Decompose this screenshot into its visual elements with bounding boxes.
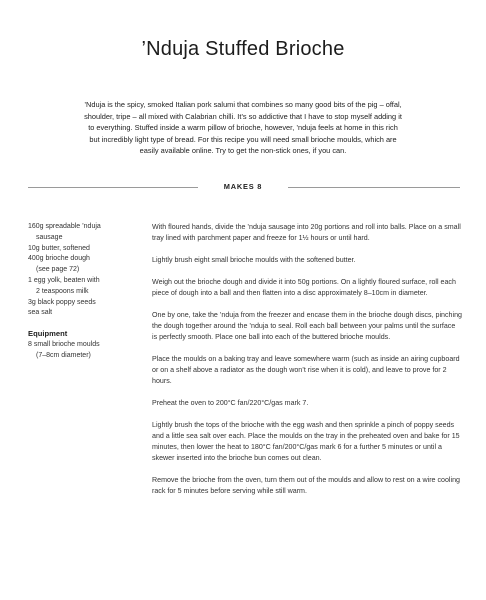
equipment-list bbox=[28, 340, 138, 362]
equipment-line: (7–8cm diameter) bbox=[36, 351, 91, 359]
servings-label: MAKES 8 bbox=[223, 182, 263, 191]
method-step: Place the moulds on a baking tray and leave somewhere warm (such as inside an airing cupboard or on a shelf above a radiator as the dough won’t rise when it is cold), and leave to prove for 2 hours. bbox=[152, 355, 460, 385]
method-step: Weigh out the brioche dough and divide it into 50g portions. On a lightly floured surface, roll each piece of dough into a ball and then flatten into a disc approximately 8–10cm in diameter. bbox=[152, 278, 456, 297]
recipe-intro: ’Nduja is the spicy, smoked Italian pork salumi that combines so many good bits of the pig – offal, shoulder, tripe – all mixed with Calabrian chilli. It’s so addictive that I have to stop myself adding it to everything. Stuffed inside a warm pillow of brioche, however, ’nduja feels at home in this rich but incredibly light type of bread. For this recipe you will need small brioche moulds, which are easily available online. Try to get the non-stick ones, if you can. bbox=[84, 100, 402, 156]
ingredient-line: sea salt bbox=[28, 309, 53, 317]
method-step: Lightly brush the tops of the brioche with the egg wash and then sprinkle a pinch of poppy seeds and a little sea salt over each. Place the moulds on the tray in the preheated oven and bake for 15 minutes, then lower the heat to 180°C fan/200°C/gas mark 6 for a further 5 minutes or until a skewer inserted into the brioche bun comes out clean. bbox=[152, 421, 460, 462]
ingredient-line: (see page 72) bbox=[36, 266, 80, 274]
ingredient-list bbox=[28, 222, 138, 319]
method-step: Preheat the oven to 200°C fan/220°C/gas mark 7. bbox=[152, 399, 309, 407]
ingredient-line: 2 teaspoons milk bbox=[36, 287, 89, 295]
ingredient-line: 160g spreadable ’nduja bbox=[28, 223, 101, 230]
divider-right bbox=[288, 187, 460, 188]
method-step: One by one, take the ’nduja from the freezer and encase them in the brioche dough discs, pinching the dough together around the ’nduja to seal. Roll each ball between your palms until the surface is perfectly smooth. Place one ball into each of the buttered brioche moulds. bbox=[152, 311, 462, 341]
ingredient-line: 1 egg yolk, beaten with bbox=[28, 276, 100, 284]
recipe-title: ’Nduja Stuffed Brioche bbox=[141, 38, 345, 60]
method-step: Lightly brush eight small brioche moulds with the softened butter. bbox=[152, 256, 356, 264]
divider-left bbox=[28, 187, 198, 188]
method-step: With floured hands, divide the ’nduja sausage into 20g portions and roll into balls. Place on a small tray lined with parchment paper and freeze for 1½ hours or until hard. bbox=[152, 223, 461, 242]
method-step: Remove the brioche from the oven, turn them out of the moulds and allow to rest on a wire cooling rack for 5 minutes before serving while still warm. bbox=[152, 476, 460, 495]
ingredient-line: 10g butter, softened bbox=[28, 244, 90, 252]
equipment-line: 8 small brioche moulds bbox=[28, 340, 100, 348]
ingredient-line: 400g brioche dough bbox=[28, 255, 90, 263]
ingredient-line: sausage bbox=[36, 233, 63, 241]
ingredient-line: 3g black poppy seeds bbox=[28, 298, 96, 306]
ingredients-sidebar bbox=[28, 222, 138, 362]
method-steps bbox=[152, 222, 462, 508]
equipment-heading: Equipment bbox=[28, 329, 68, 339]
